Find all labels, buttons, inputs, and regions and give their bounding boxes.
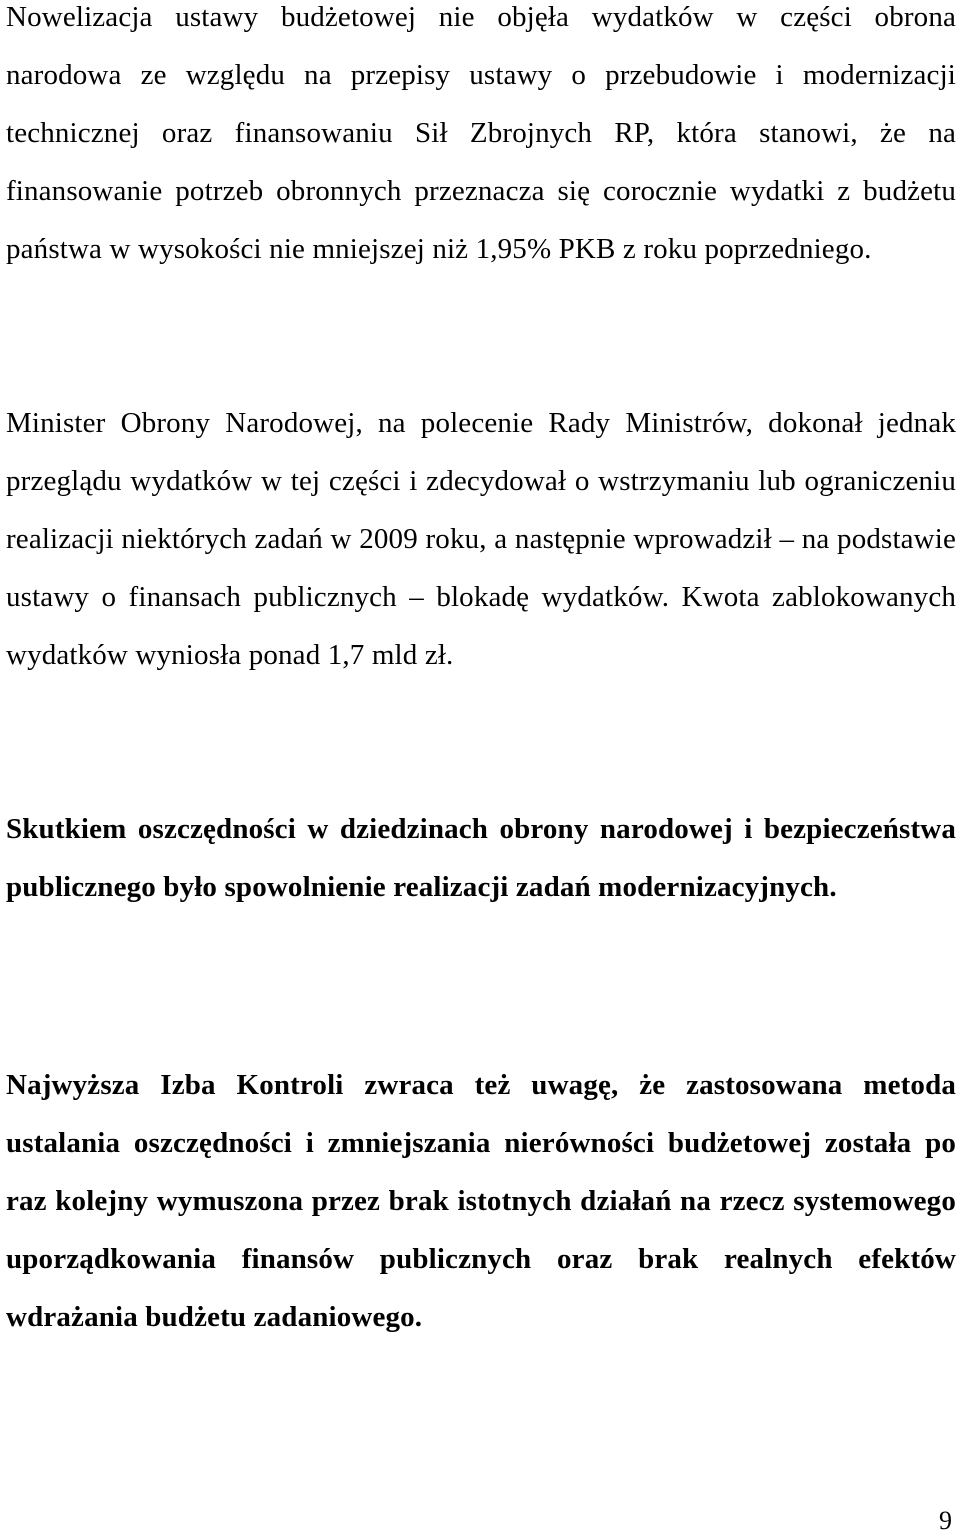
paragraph-minister-review: Minister Obrony Narodowej, na polecenie Rady Ministrów, dokonał jednak przeglądu wydatków w tej części i zdecydował o wstrzymaniu lub ograniczeniu realizacji niektórych zadań w 2009 roku, a następnie wprowadził – na podstawie ustawy o finansach publicznych – blokadę wydatków. Kwota zablokowanych wydatków wyniosła ponad 1,7 mld zł. — [6, 407, 956, 671]
paragraph-budget-amendment: Nowelizacja ustawy budżetowej nie objęła wydatków w części obrona narodowa ze względu na przepisy ustawy o przebudowie i modernizacji technicznej oraz finansowaniu Sił Zbrojnych RP, która stanowi, że na finansowanie potrzeb obronnych przeznacza się corocznie wydatki z budżetu państwa w wysokości nie mniejszej niż 1,95% PKB z roku poprzedniego. — [6, 1, 956, 265]
paragraph-nik-remarks: Najwyższa Izba Kontroli zwraca też uwagę, że zastosowana metoda ustalania oszczędności i zmniejszania nierówności budżetowej została po raz kolejny wymuszona przez brak istotnych działań na rzecz systemowego uporządkowania finansów publicznych oraz brak realnych efektów wdrażania budżetu zadaniowego. — [6, 1069, 956, 1333]
page-number: 9 — [939, 1506, 952, 1535]
paragraph-savings-effects: Skutkiem oszczędności w dziedzinach obrony narodowej i bezpieczeństwa publicznego było spowolnienie realizacji zadań modernizacyjnych. — [6, 813, 956, 903]
